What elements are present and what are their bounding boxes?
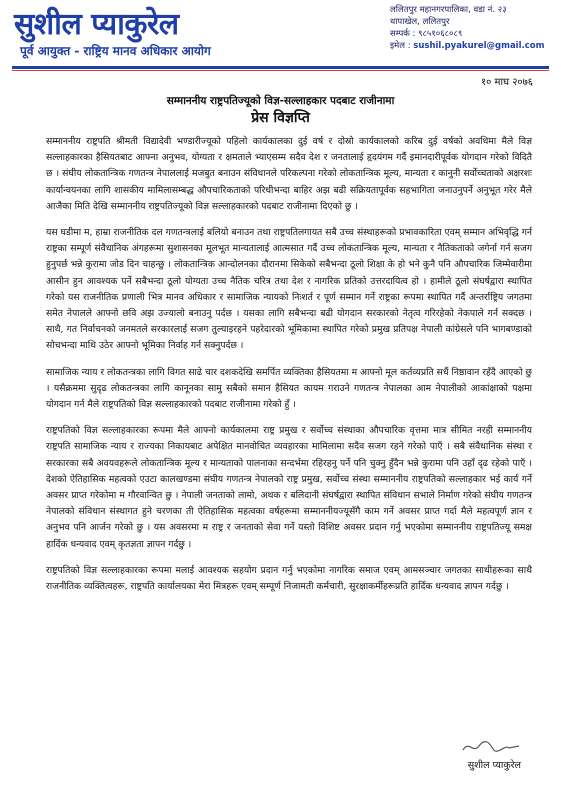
address-line-2: धापाखेल, ललितपुर — [390, 17, 450, 27]
document-date: १० माघ २०७६ — [480, 77, 533, 88]
paragraph-4: राष्ट्रपतिको विज्ञ सल्लाहकारका रूपमा मैले आफ्नो कार्यकालमा राष्ट्र प्रमुख र सर्वोच्च संस्थाका औपचारिक वृत्तमा मात्र सीमित नरही सम्माननीय राष्ट्रपति सामाजिक न्याय र राज्यका निकायबाट अपेक्षित मानवोचित व्यवहारका मामिलामा सदैव सजग रहने गरेको पाएँ । सबै संवैधानिक संस्था र सरकारका सबै अवयवहरूले लोकतान्त्रिक मूल्य र मान्यताको पालनाका सन्दर्भमा रहिरहनु पर्ने पनि चुक्नु हुँदैन भन्ने कुरामा पनि उहाँ दृढ रहेको पाएँ । देशको ऐतिहासिक महत्वको एउटा कालखण्डमा संघीय गणतन्त्र नेपालको राष्ट्र प्रमुख, सर्वोच्च संस्था सम्माननीय राष्ट्रपतिको सल्लाहकार भई कार्य गर्ने अवसर प्राप्त गरेकोमा म गौरवान्वित छु । नेपाली जनताको लामो, अथक र बलिदानी संघर्षद्वारा स्थापित संविधान सभाले निर्माण गरेको संघीय गणतन्त्र नेपालको संविधान संस्थागत हुने चरणका ती ऐतिहासिक महत्वका वर्षहरूमा सम्माननीयज्यूसँगै काम गर्ने अवसर प्राप्त गर्दा मैले महत्वपूर्ण ज्ञान र अनुभव पनि आर्जन गरेको छु । यस अवसरमा म राष्ट्र र जनताको सेवा गर्ने यस्तो विशिष्ट अवसर प्रदान गर्नु भएकोमा सम्माननीय राष्ट्रपतिज्यू समक्ष हार्दिक धन्यवाद एवम् कृतज्ञता ज्ञापन गर्दछु । — [46, 425, 532, 550]
letterhead — [0, 0, 561, 72]
phone-label: सम्पर्क : — [390, 29, 416, 39]
paragraph-3: सामाजिक न्याय र लोकतन्त्रका लागि विगत साढे चार दशकदेखि समर्पित व्यक्तिका हैसियतमा म आफ्नो मूल कर्तव्यप्रति सधैं निष्ठावान रहँदै आएको छु । यसैक्रममा सुदृढ लोकतन्त्रका लागि कानूनका सामु सबैको समान हैसियत कायम गराउने गणतन्त्र नेपालका आम नेपालीको आकांक्षाको पक्षमा योगदान गर्न मैले राष्ट्रपतिको विज्ञ सल्लाहकारको पदबाट राजीनामा गरेको हुँ । — [46, 366, 532, 411]
header-rule-red — [12, 70, 549, 71]
press-release-title: प्रेस विज्ञप्ति — [251, 110, 310, 126]
document-heading: सम्माननीय राष्ट्रपतिज्यूको विज्ञ-सल्लाहकार पदबाट राजीनामा — [166, 95, 395, 107]
signature-block — [461, 738, 521, 771]
signature-icon — [461, 738, 521, 756]
body-text — [46, 134, 532, 605]
signature-scribble — [461, 738, 521, 758]
paragraph-2: यस घडीमा म, हाम्रा राजनीतिक दल गणतन्त्रलाई बलियो बनाउन तथा राष्ट्रपतिलगायत सबै उच्च संस्थाहरूको प्रभावकारिता एवम् सम्मान अभिवृद्धि गर्न राष्ट्रका सम्पूर्ण संवैधानिक अंगहरूमा सुशासनका मूलभूत मान्यतालाई आत्मसात गर्दै उच्च लोकतान्त्रिक मूल्य, मान्यता र नैतिकताको जगेर्ना गर्न सजग हुनुपर्छ भन्ने कुरामा जोड दिन चाहन्छु । लोकतान्त्रिक आन्दोलनका दौरानमा सिकेको सबैभन्दा ठूलो शिक्षा के हो भने कुनै पनि औपचारिक जिम्मेवारीमा आसीन हुन आवश्यक पर्ने सबैभन्दा ठूलो योग्यता उच्च नैतिक चरित्र तथा देश र नागरिक प्रतिको उत्तरदायित्व हो । हामीले ठूलो संघर्षद्वारा स्थापित गरेको यस राजनीतिक प्रणाली भित्र मानव अधिकार र सामाजिक न्यायको निःशर्त र पूर्ण सम्मान गर्ने राष्ट्रका रूपमा स्थापित गर्दै अन्तर्राष्ट्रिय जगतमा समेत नेपालले आफ्नो छवि अझ उज्यालो बनाउनु पर्दछ । यसका लागि सबैभन्दा बढी योगदान सरकारको नेतृत्व गरिरहेको नेकपाले गर्न सक्दछ । साथै, गत निर्वाचनको जनमतले सरकारलाई सजग तुल्याइरहने पहरेदारको भूमिकामा स्थापित गरेको प्रमुख प्रतिपक्ष नेपाली कांग्रेसले पनि भागबण्डाको सोचभन्दा माथि उठेर आफ्नो भूमिका निर्वाह गर्न सक्नुपर्दछ । — [46, 227, 532, 352]
phone-number: ९८५१०६८०८९ — [418, 29, 463, 39]
header-rule-blue — [12, 66, 549, 69]
email-line — [390, 40, 544, 52]
email-address[interactable]: sushil.pyakurel@gmail.com — [413, 41, 545, 51]
email-label: इमेल : — [390, 41, 411, 51]
phone-line — [390, 28, 544, 40]
paragraph-5: राष्ट्रपतिको विज्ञ सल्लाहकारका रूपमा मलाई आवश्यक सहयोग प्रदान गर्नु भएकोमा नागरिक समाज एवम् आमसञ्चार जगतका साथीहरूका साथै राजनीतिक व्यक्तित्वहरू, राष्ट्रपति कार्यालयका मेरा मित्रहरू एवम् सम्पूर्ण निजामती कर्मचारी, सुरक्षाकर्मीहरूप्रति हार्दिक धन्यवाद ज्ञापन गर्दछु । — [46, 564, 532, 593]
address-line-1: ललितपुर महानगरपालिका, वडा नं. २३ — [390, 5, 507, 15]
contact-block — [390, 4, 544, 52]
paragraph-1: सम्माननीय राष्ट्रपति श्रीमती विद्यादेवी भण्डारीज्यूको पहिलो कार्यकालका दुई वर्ष र दोस्रो कार्यकालको करिब दुई वर्षको अवधिमा मैले विज्ञ सल्लाहकारका हैसियतबाट आफ्ना अनुभव, योग्यता र क्षमताले भ्याएसम्म सदैव देश र जनतालाई हृदयंगम गर्दै इमानदारीपूर्वक योगदान गरेको विदितै छ । संघीय लोकतान्त्रिक गणतन्त्र नेपाललाई मजबुत बनाउन संविधानले परिकल्पना गरेको लोकतान्त्रिक मूल्य, मान्यता र कानुनी सर्वोच्चताको अक्षरशः कार्यान्वयनका लागि शासकीय मामिलासम्बद्ध औपचारिकताको परिधीभन्दा बाहिर अझ बढी सक्रियतापूर्वक सहभागिता जनाउनुपर्ने अनुभूत गरेर मैले आजैका मिति देखि सम्माननीय राष्ट्रपतिज्यूको विज्ञ सल्लाहकारको पदबाट राजीनामा दिएको छु । — [46, 136, 532, 212]
signature-name: सुशील प्याकुरेल — [467, 760, 521, 771]
letterhead-subtitle: पूर्व आयुक्त - राष्ट्रिय मानव अधिकार आयोग — [20, 44, 211, 58]
letterhead-name: सुशील प्याकुरेल — [14, 7, 179, 42]
